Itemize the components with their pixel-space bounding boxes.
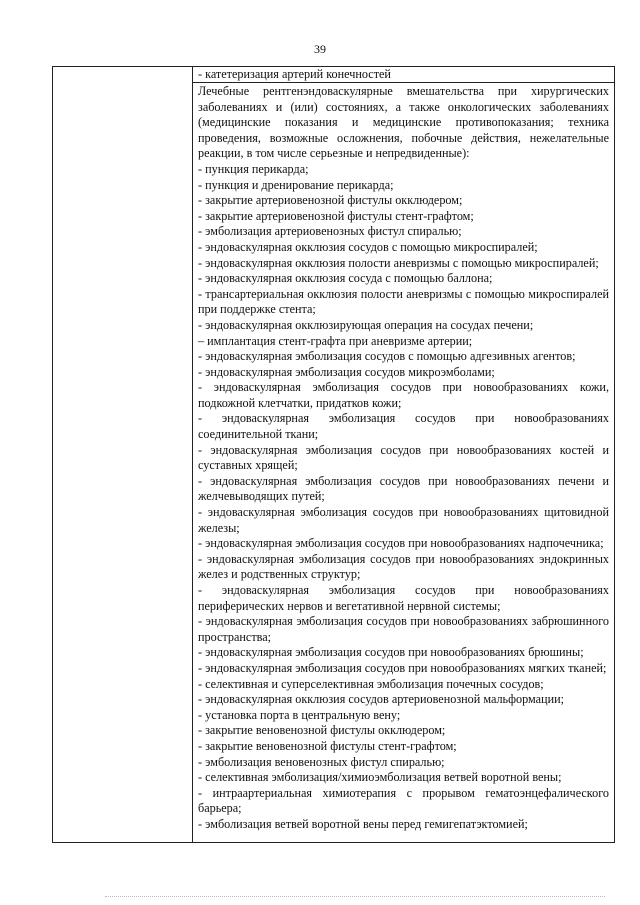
table-row-main	[193, 83, 614, 833]
list-item: - эндоваскулярная эмболизация сосудов при новообразованиях периферических нервов и вегетативной нервной системы;	[198, 583, 609, 613]
table-right-column	[193, 67, 614, 842]
table-left-column	[53, 67, 193, 842]
table-row-header-item: - катетеризация артерий конечностей	[193, 67, 614, 83]
list-item: - трансартериальная окклюзия полости аневризмы с помощью микроспиралей при поддержке стента;	[198, 286, 609, 317]
intro-paragraph: Лечебные рентгенэндоваскулярные вмешательства при хирургических заболеваниях и (или) состояниях, а также онкологических заболеваниях (медицинские показания и медицинские противопоказания; техника проведения, возможные осложнения, побочные действия, нежелательные реакции, в том числе серьезные и непредвиденные):	[198, 84, 609, 161]
list-item: - эндоваскулярная эмболизация сосудов при новообразованиях соединительной ткани;	[198, 411, 609, 442]
list-item: - эндоваскулярная эмболизация сосудов при новообразованиях костей и суставных хрящей;	[198, 442, 609, 473]
list-item: - эндоваскулярная эмболизация сосудов при новообразованиях печени и желчевыводящих путей;	[198, 473, 609, 504]
list-item: - эндоваскулярная эмболизация сосудов при новообразованиях надпочечника;	[198, 536, 604, 551]
list-item: - эндоваскулярная эмболизация сосудов при новообразованиях мягких тканей;	[198, 660, 607, 675]
list-item: - эндоваскулярная эмболизация сосудов при новообразованиях забрюшинного пространства;	[198, 614, 609, 644]
list-item: - эндоваскулярная эмболизация сосудов при новообразованиях щитовидной железы;	[198, 505, 609, 535]
list-item: - эндоваскулярная окклюзирующая операция на сосудах печени;	[198, 317, 534, 332]
list-item: - эмболизация ветвей воротной вены перед гемигепатэктомией;	[198, 816, 528, 831]
list-item: - эндоваскулярная окклюзия полости аневризмы с помощью микроспиралей;	[198, 255, 599, 270]
list-item: - эндоваскулярная окклюзия сосудов артериовенозной мальформации;	[198, 692, 564, 707]
page-number: 39	[314, 42, 326, 56]
procedures-table	[52, 66, 615, 843]
list-item: - закрытие веновенозной фистулы окклюдером;	[198, 723, 446, 738]
list-item: - эмболизация веновенозных фистул спиралью;	[198, 754, 445, 769]
list-item: - пункция и дренирование перикарда;	[198, 177, 394, 192]
list-item: - эндоваскулярная эмболизация сосудов при новообразованиях кожи, подкожной клетчатки, придатков кожи;	[198, 380, 609, 410]
list-item: - эндоваскулярная эмболизация сосудов при новообразованиях эндокринных желез и родственных структур;	[198, 551, 609, 582]
list-item: - эндоваскулярная окклюзия сосуда с помощью баллона;	[198, 271, 493, 286]
list-item: - эндоваскулярная эмболизация сосудов микроэмболами;	[198, 364, 495, 379]
list-item: - эндоваскулярная окклюзия сосудов с помощью микроспиралей;	[198, 239, 538, 254]
list-item: - установка порта в центральную вену;	[198, 707, 401, 722]
list-item: - закрытие артериовенозной фистулы стент-графтом;	[198, 208, 474, 223]
list-item: - эндоваскулярная эмболизация сосудов при новообразованиях брюшины;	[198, 645, 584, 660]
procedure-list	[198, 162, 609, 833]
list-item: - эндоваскулярная эмболизация сосудов с помощью адгезивных агентов;	[198, 349, 576, 364]
list-item: - селективная эмболизация/химиоэмболизация ветвей воротной вены;	[198, 770, 562, 785]
scan-edge-marks	[105, 896, 605, 899]
list-item: – имплантация стент-графта при аневризме артерии;	[198, 333, 473, 348]
list-item: - закрытие веновенозной фистулы стент-графтом;	[198, 738, 457, 753]
list-item: - эмболизация артериовенозных фистул спиралью;	[198, 224, 462, 239]
list-item: - закрытие артериовенозной фистулы окклюдером;	[198, 193, 463, 208]
list-item: - интраартериальная химиотерапия с прорывом гематоэнцефалического барьера;	[198, 785, 609, 816]
list-item: - пункция перикарда;	[198, 161, 309, 176]
list-item: - селективная и суперселективная эмболизация почечных сосудов;	[198, 676, 544, 691]
